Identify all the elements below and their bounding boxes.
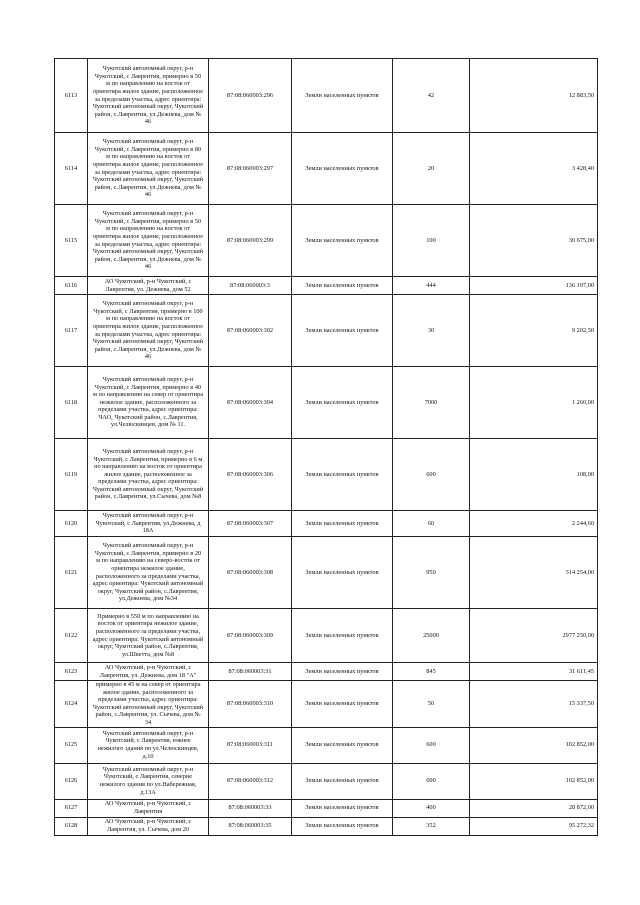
parcel-address: Чукотский автономный округ, р-н Чукотский, с Лаврентия, северне нежилого здания по ул.Набережная, д.13А <box>88 763 209 799</box>
cadastral-value: 314 254,00 <box>470 537 598 609</box>
cadastral-number: 87:08:060003:31 <box>209 663 292 681</box>
parcel-address: Чукотский автономный округ, р-н Чукотский, с Лаврентия, примерно в 6 м по направлению на восток от ориентира жилое здание, расположенное за пределами участка, адрес ориентира: Чукотский автономный округ, Чукотский район, с.Лаврентия, ул.Сычева, дом №8 <box>88 439 209 511</box>
row-number: 6127 <box>55 799 88 817</box>
row-number: 6120 <box>55 511 88 537</box>
parcel-area: 30 <box>393 295 470 367</box>
row-number: 6114 <box>55 133 88 205</box>
cadastral-value: 31 611,45 <box>470 663 598 681</box>
parcel-area: 400 <box>393 799 470 817</box>
cadastral-number: 87:08:060003:33 <box>209 799 292 817</box>
land-category: Земли населенных пунктов <box>292 537 393 609</box>
row-number: 6113 <box>55 59 88 133</box>
row-number: 6121 <box>55 537 88 609</box>
row-number: 6117 <box>55 295 88 367</box>
table-row <box>55 681 598 728</box>
cadastral-value: 28 872,00 <box>470 799 598 817</box>
table-row <box>55 277 598 295</box>
cadastral-number: 87:08:060003:308 <box>209 537 292 609</box>
table-row <box>55 663 598 681</box>
table-row <box>55 439 598 511</box>
row-number: 6118 <box>55 367 88 439</box>
parcel-address: Чукотский автономный округ, р-н Чукотский, с Лаврентия, примерно в 80 м по направлению на восток от ориентира жилое здание, расположенное за пределами участка, адрес ориентира: Чукотский автономный округ, Чукотский район, с.Лаврентия, ул.Дежнева, дом № 46 <box>88 133 209 205</box>
parcel-area: 600 <box>393 439 470 511</box>
cadastral-number: 87:08:060003:306 <box>209 439 292 511</box>
table-row <box>55 609 598 663</box>
cadastral-value: 2977 250,00 <box>470 609 598 663</box>
cadastral-value: 15 337,50 <box>470 681 598 728</box>
table-row <box>55 537 598 609</box>
cadastral-number: 87:08:060003:299 <box>209 205 292 277</box>
land-parcels-table <box>54 58 598 836</box>
land-category: Земли населенных пунктов <box>292 367 393 439</box>
cadastral-value: 136 197,00 <box>470 277 598 295</box>
cadastral-number: 87:08:060003:296 <box>209 59 292 133</box>
cadastral-number: 87:08:060003:35 <box>209 817 292 835</box>
row-number: 6124 <box>55 681 88 728</box>
parcel-address: Примерно в 550 м по направлению на восток от ориентира нежилое здание, расположенного за пределами участка, адрес ориентира: Чукотский автономный округ, Чукотский район, с.Лаврентия, ул.Шкетта, дом №8 <box>88 609 209 663</box>
table-row <box>55 133 598 205</box>
parcel-address: Чукотский автономный округ, р-н Чукотский, с Лаврентия, примерно в 50 м по направлению на восток от ориентира жилое здание, расположенное за пределами участка, адрес ориентира: Чукотский автономный округ, Чукотский район, с.Лаврентия, ул.Дежнева, дом № 46 <box>88 205 209 277</box>
land-category: Земли населенных пунктов <box>292 727 393 763</box>
parcel-address: Чукотский автономный округ, р-н Чукотский, с Лаврентия, южнее нежилого здания по ул.Челюскинцев, д.10 <box>88 727 209 763</box>
parcel-area: 600 <box>393 763 470 799</box>
land-category: Земли населенных пунктов <box>292 817 393 835</box>
parcel-area: 25000 <box>393 609 470 663</box>
parcel-address: Чукотский автономный округ, р-н Чукотский, с Лаврентия, примерно в 40 м по направлению на север от ориентира нежилое здание, расположенного за пределами участка, адрес ориентира: ЧАО, Чукотский район, с.Лаврентия, ул.Челюскинцев, дом № 11. <box>88 367 209 439</box>
parcel-address: Чукотский автономный округ, р-н Чукотский, с Лаврентия, примерно в 20 м по направлению на северо-восток от ориентира нежилое здание, расположенного за пределами участка, адрес ориентира: Чукотский автономный округ, Чукотский район, с.Лаврентия, ул.Дежнева, дом №34 <box>88 537 209 609</box>
cadastral-number: 87:08:060003:307 <box>209 511 292 537</box>
land-category: Земли населенных пунктов <box>292 681 393 728</box>
table-body <box>55 59 598 836</box>
parcel-area: 7000 <box>393 367 470 439</box>
parcel-address: Чукотский автономный округ, р-н Чукотский, с Лаврентия, примерно в 50 м по направлению на восток от ориентира жилое здание, расположенное за пределами участка, адрес ориентира: Чукотский автономный округ, Чукотский район, с.Лаврентия, ул.Дежнева, дом № 46 <box>88 59 209 133</box>
row-number: 6128 <box>55 817 88 835</box>
parcel-area: 352 <box>393 817 470 835</box>
parcel-area: 60 <box>393 511 470 537</box>
parcel-area: 20 <box>393 133 470 205</box>
table-row <box>55 799 598 817</box>
table-row <box>55 59 598 133</box>
land-category: Земли населенных пунктов <box>292 295 393 367</box>
row-number: 6119 <box>55 439 88 511</box>
table-row <box>55 205 598 277</box>
parcel-area: 100 <box>393 205 470 277</box>
parcel-area: 444 <box>393 277 470 295</box>
land-category: Земли населенных пунктов <box>292 511 393 537</box>
cadastral-value: 9 202,50 <box>470 295 598 367</box>
table-row <box>55 367 598 439</box>
row-number: 6115 <box>55 205 88 277</box>
cadastral-value: 2 244,60 <box>470 511 598 537</box>
cadastral-number: 87:08:060003:297 <box>209 133 292 205</box>
land-category: Земли населенных пунктов <box>292 663 393 681</box>
table-row <box>55 511 598 537</box>
row-number: 6116 <box>55 277 88 295</box>
land-category: Земли населенных пунктов <box>292 439 393 511</box>
table-row <box>55 763 598 799</box>
cadastral-value: 30 675,00 <box>470 205 598 277</box>
parcel-address: Чукотский автономный округ, р-н Чукотский, с Лаврентия, примерно в 100 м по направлению на восток от ориентира жилое здание, расположенное за пределами участка, адрес ориентира: Чукотский автономный округ, Чукотский район, с.Лаврентия, ул.Дежнева, дом № 46 <box>88 295 209 367</box>
cadastral-number: 87:08:060003:311 <box>209 727 292 763</box>
row-number: 6126 <box>55 763 88 799</box>
land-category: Земли населенных пунктов <box>292 59 393 133</box>
table-row <box>55 817 598 835</box>
cadastral-value: 12 883,50 <box>470 59 598 133</box>
land-category: Земли населенных пунктов <box>292 799 393 817</box>
parcel-address: АО Чукотский, р-н Чукотский, с Лаврентия, ул. Дежнева, дом 18 "А" <box>88 663 209 681</box>
cadastral-number: 87:08:060003:304 <box>209 367 292 439</box>
land-category: Земли населенных пунктов <box>292 205 393 277</box>
land-category: Земли населенных пунктов <box>292 277 393 295</box>
cadastral-value: 102 852,00 <box>470 727 598 763</box>
row-number: 6125 <box>55 727 88 763</box>
land-category: Земли населенных пунктов <box>292 609 393 663</box>
cadastral-value: 3 428,40 <box>470 133 598 205</box>
cadastral-value: 102 852,00 <box>470 763 598 799</box>
parcel-address: АО Чукотский, р-н Чукотский, с Лаврентия, ул. Дежнева, дом 52 <box>88 277 209 295</box>
land-category: Земли населенных пунктов <box>292 763 393 799</box>
parcel-area: 950 <box>393 537 470 609</box>
parcel-area: 845 <box>393 663 470 681</box>
table-row <box>55 295 598 367</box>
row-number: 6123 <box>55 663 88 681</box>
row-number: 6122 <box>55 609 88 663</box>
parcel-area: 600 <box>393 727 470 763</box>
cadastral-number: 87:08:060003:302 <box>209 295 292 367</box>
parcel-area: 42 <box>393 59 470 133</box>
cadastral-number: 87:08:060003:3 <box>209 277 292 295</box>
parcel-address: примерно в 45 м на север от ориентира жилое здание, расположенного за пределами участка, адрес ориентира: Чукотский автономный округ, Чукотский район, с.Лаврентия, ул. Сычева, дом № 34 <box>88 681 209 728</box>
parcel-address: АО Чукотский, р-н Чукотский, с Лаврентия <box>88 799 209 817</box>
cadastral-number: 87:08:060003:309 <box>209 609 292 663</box>
parcel-area: 50 <box>393 681 470 728</box>
cadastral-number: 87:08:060003:312 <box>209 763 292 799</box>
cadastral-value: 95 272,32 <box>470 817 598 835</box>
cadastral-number: 87:08:060003:310 <box>209 681 292 728</box>
table-row <box>55 727 598 763</box>
cadastral-value: 108,00 <box>470 439 598 511</box>
cadastral-value: 1 260,00 <box>470 367 598 439</box>
parcel-address: Чукотский автономный округ, р-н Чукотский, с Лаврентия, ул.Дежнева, д 18А <box>88 511 209 537</box>
land-category: Земли населенных пунктов <box>292 133 393 205</box>
parcel-address: АО Чукотский, р-н Чукотский, с Лаврентия, ул. Сычева, дом 20 <box>88 817 209 835</box>
